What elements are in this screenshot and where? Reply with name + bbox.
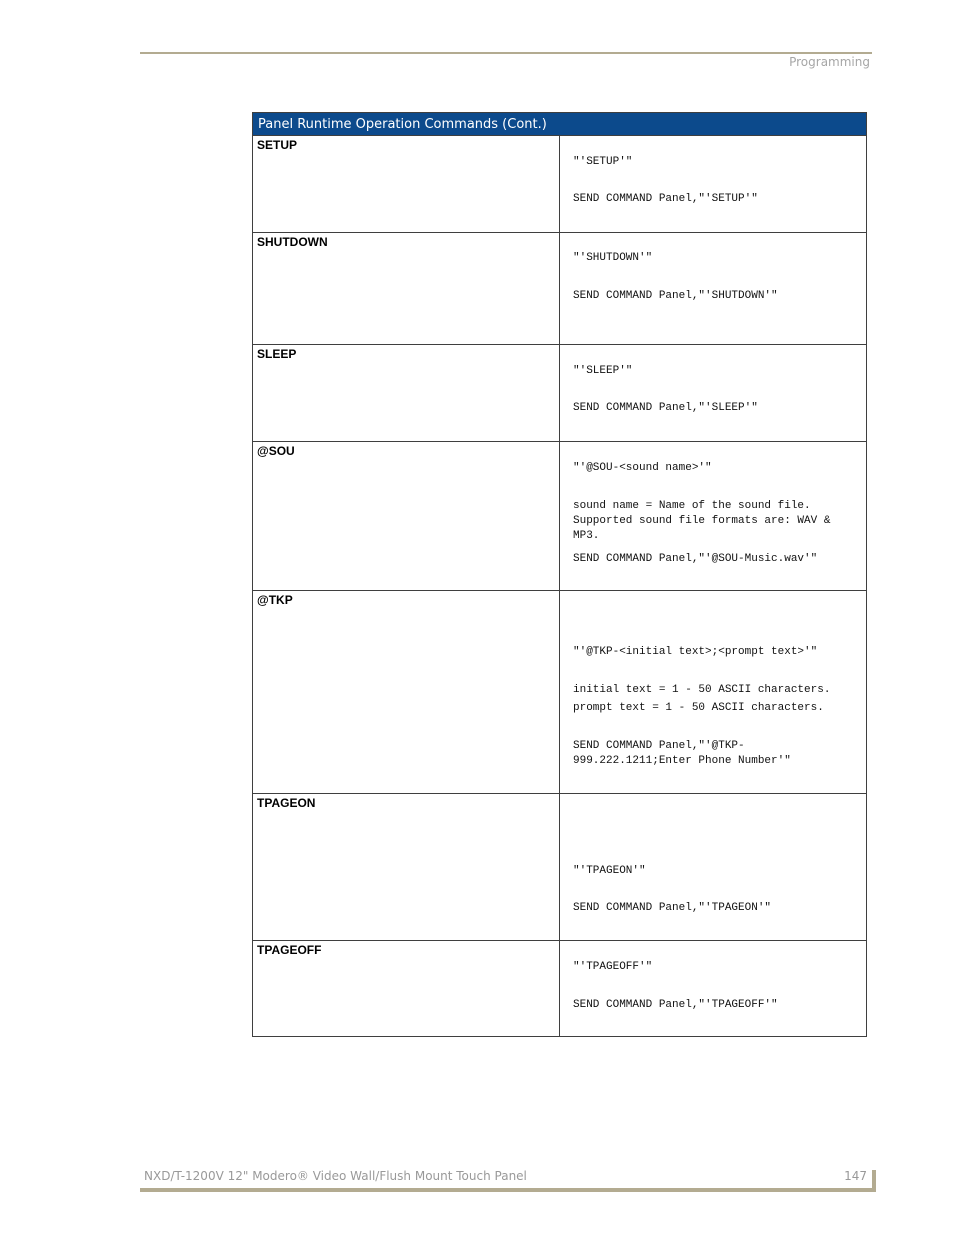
parameter-line: initial text = 1 - 50 ASCII characters. <box>573 684 831 696</box>
command-name: @SOU <box>253 442 560 591</box>
syntax-line: "'TPAGEOFF'" <box>573 961 653 973</box>
table-row <box>253 794 867 941</box>
example-line: SEND COMMAND Panel,"'@TKP-999.222.1211;Enter Phone Number'" <box>573 740 791 767</box>
syntax-line: "'@TKP-<initial text>;<prompt text>'" <box>573 646 818 658</box>
syntax-line: "'SLEEP'" <box>573 365 633 377</box>
example-line: SEND COMMAND Panel,"'TPAGEOFF'" <box>573 999 778 1011</box>
page-number: 147 <box>844 1169 867 1183</box>
section-label: Programming <box>789 55 870 69</box>
command-details <box>560 233 867 345</box>
command-details <box>560 345 867 442</box>
example-line: SEND COMMAND Panel,"'SLEEP'" <box>573 402 758 414</box>
table-header-row <box>253 113 867 136</box>
table-row <box>253 345 867 442</box>
command-details <box>560 442 867 591</box>
syntax-line: "'@SOU-<sound name>'" <box>573 462 712 474</box>
footer-rule <box>140 1188 874 1192</box>
command-name: @TKP <box>253 591 560 794</box>
command-details <box>560 941 867 1037</box>
command-name: SETUP <box>253 136 560 233</box>
command-name: SLEEP <box>253 345 560 442</box>
example-line: SEND COMMAND Panel,"'TPAGEON'" <box>573 902 772 914</box>
header-rule <box>140 52 872 54</box>
table-row <box>253 591 867 794</box>
syntax-line: "'SHUTDOWN'" <box>573 252 653 264</box>
command-details <box>560 794 867 941</box>
parameter-line: prompt text = 1 - 50 ASCII characters. <box>573 702 824 714</box>
syntax-line: "'TPAGEON'" <box>573 865 646 877</box>
table-title: Panel Runtime Operation Commands (Cont.) <box>253 113 867 136</box>
command-name: TPAGEON <box>253 794 560 941</box>
commands-table <box>252 112 867 1037</box>
command-name: TPAGEOFF <box>253 941 560 1037</box>
table-row <box>253 136 867 233</box>
footer-title: NXD/T-1200V 12" Modero® Video Wall/Flush Mount Touch Panel <box>144 1169 527 1183</box>
syntax-line: "'SETUP'" <box>573 156 633 168</box>
example-line: SEND COMMAND Panel,"'SETUP'" <box>573 193 758 205</box>
parameter-line: sound name = Name of the sound file. Supported sound file formats are: WAV & MP3. <box>573 500 838 542</box>
example-line: SEND COMMAND Panel,"'@SOU-Music.wav'" <box>573 553 818 565</box>
command-name: SHUTDOWN <box>253 233 560 345</box>
command-details <box>560 136 867 233</box>
example-line: SEND COMMAND Panel,"'SHUTDOWN'" <box>573 290 778 302</box>
table-row <box>253 941 867 1037</box>
table-row <box>253 233 867 345</box>
table-row <box>253 442 867 591</box>
command-details <box>560 591 867 794</box>
